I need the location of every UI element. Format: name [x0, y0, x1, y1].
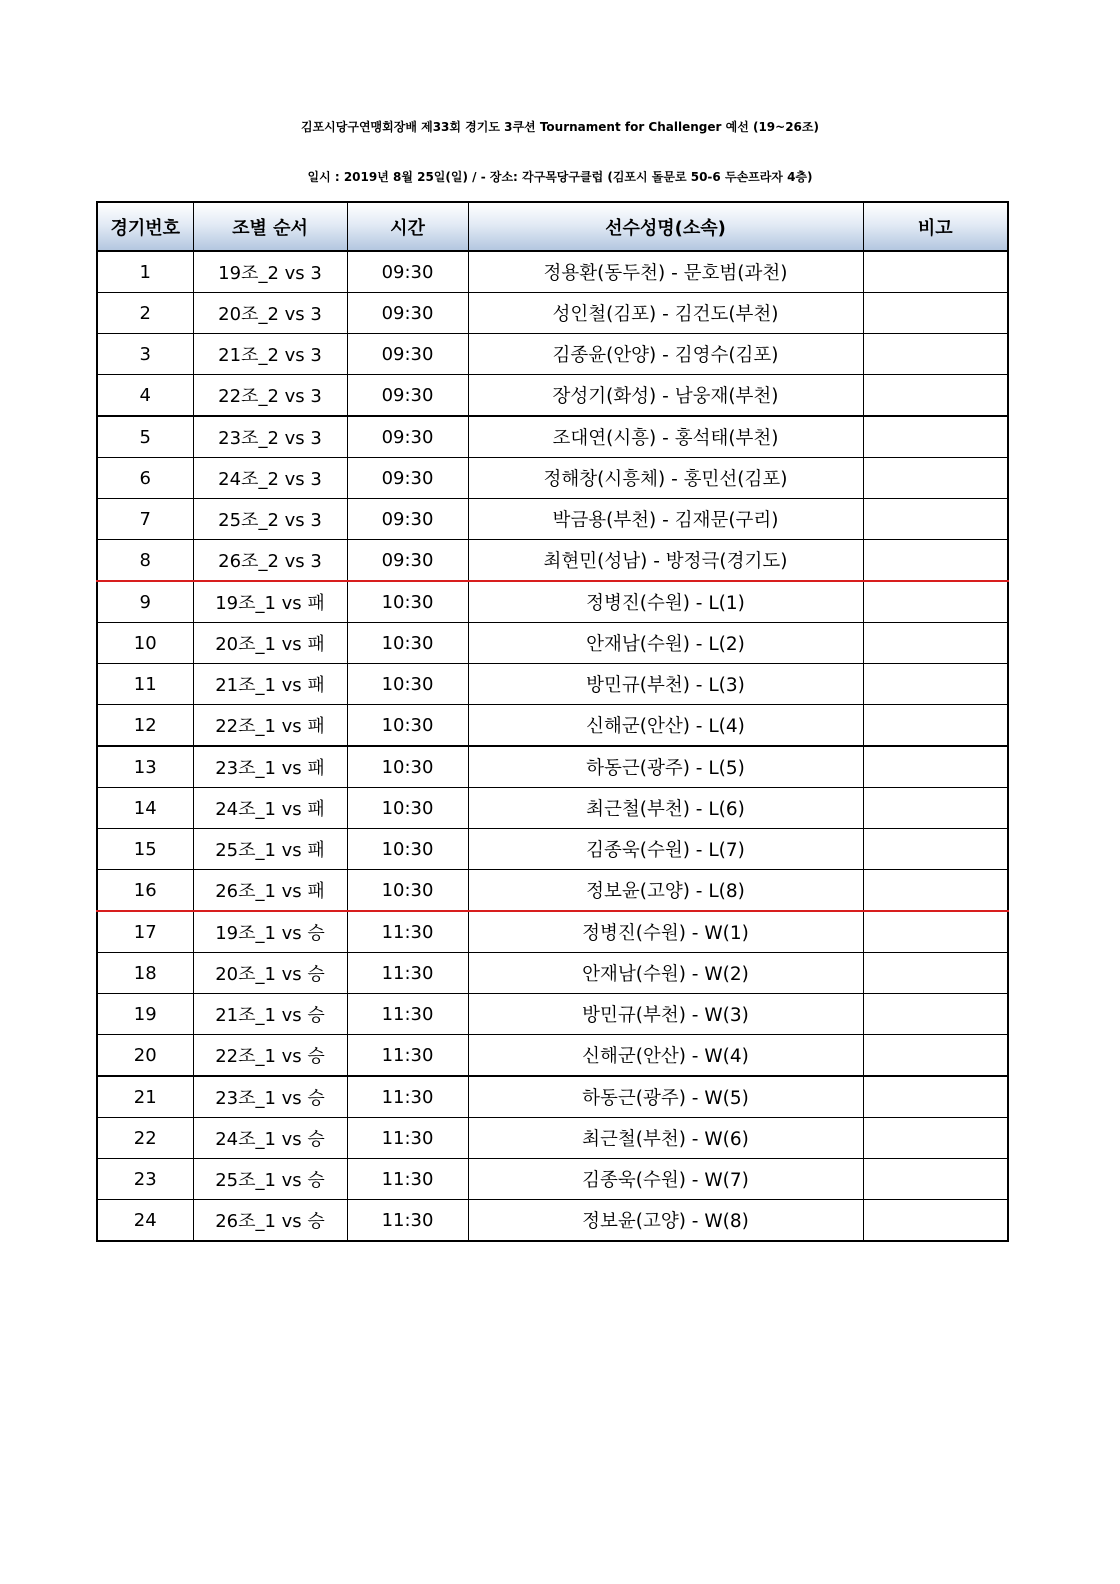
- time-cell: 09:30: [347, 334, 468, 375]
- group-order-cell: 19조_1 vs 승: [193, 911, 347, 953]
- table-row: [97, 788, 1008, 829]
- note-cell: [863, 1200, 1008, 1242]
- match-number-cell: 23: [97, 1159, 193, 1200]
- note-cell: [863, 746, 1008, 788]
- players-cell: 정병진(수원) - W(1): [468, 911, 863, 953]
- time-cell: 11:30: [347, 1200, 468, 1242]
- table-row: [97, 581, 1008, 623]
- time-cell: 11:30: [347, 1035, 468, 1077]
- group-order-cell: 26조_1 vs 승: [193, 1200, 347, 1242]
- match-number-cell: 24: [97, 1200, 193, 1242]
- note-cell: [863, 829, 1008, 870]
- table-row: [97, 664, 1008, 705]
- match-number-cell: 14: [97, 788, 193, 829]
- match-number-cell: 19: [97, 994, 193, 1035]
- table-row: [97, 623, 1008, 664]
- note-cell: [863, 1159, 1008, 1200]
- group-order-cell: 21조_1 vs 패: [193, 664, 347, 705]
- match-number-cell: 2: [97, 293, 193, 334]
- players-cell: 정보윤(고양) - L(8): [468, 870, 863, 912]
- group-order-cell: 20조_1 vs 패: [193, 623, 347, 664]
- note-cell: [863, 911, 1008, 953]
- time-cell: 11:30: [347, 911, 468, 953]
- group-order-cell: 19조_2 vs 3: [193, 251, 347, 293]
- time-cell: 11:30: [347, 994, 468, 1035]
- match-number-cell: 9: [97, 581, 193, 623]
- match-number-cell: 18: [97, 953, 193, 994]
- match-number-cell: 7: [97, 499, 193, 540]
- note-cell: [863, 705, 1008, 747]
- header-row: [97, 202, 1008, 251]
- group-order-cell: 20조_2 vs 3: [193, 293, 347, 334]
- table-row: [97, 1118, 1008, 1159]
- match-number-cell: 15: [97, 829, 193, 870]
- group-order-cell: 20조_1 vs 승: [193, 953, 347, 994]
- players-cell: 정용환(동두천) - 문호범(과천): [468, 251, 863, 293]
- group-order-cell: 23조_1 vs 패: [193, 746, 347, 788]
- match-number-cell: 16: [97, 870, 193, 912]
- note-cell: [863, 416, 1008, 458]
- match-number-cell: 8: [97, 540, 193, 582]
- note-cell: [863, 953, 1008, 994]
- time-cell: 09:30: [347, 375, 468, 417]
- table-row: [97, 1200, 1008, 1242]
- header-time: 시간: [347, 202, 468, 251]
- players-cell: 정해창(시흥체) - 홍민선(김포): [468, 458, 863, 499]
- players-cell: 방민규(부천) - L(3): [468, 664, 863, 705]
- players-cell: 하동근(광주) - W(5): [468, 1076, 863, 1118]
- table-row: [97, 829, 1008, 870]
- group-order-cell: 21조_2 vs 3: [193, 334, 347, 375]
- time-cell: 10:30: [347, 623, 468, 664]
- match-number-cell: 17: [97, 911, 193, 953]
- players-cell: 박금용(부천) - 김재문(구리): [468, 499, 863, 540]
- table-row: [97, 416, 1008, 458]
- time-cell: 11:30: [347, 953, 468, 994]
- note-cell: [863, 870, 1008, 912]
- table-row: [97, 251, 1008, 293]
- note-cell: [863, 458, 1008, 499]
- note-cell: [863, 1118, 1008, 1159]
- note-cell: [863, 251, 1008, 293]
- group-order-cell: 26조_2 vs 3: [193, 540, 347, 582]
- note-cell: [863, 375, 1008, 417]
- time-cell: 09:30: [347, 540, 468, 582]
- table-row: [97, 870, 1008, 912]
- note-cell: [863, 581, 1008, 623]
- players-cell: 방민규(부천) - W(3): [468, 994, 863, 1035]
- players-cell: 정보윤(고양) - W(8): [468, 1200, 863, 1242]
- table-row: [97, 540, 1008, 582]
- group-order-cell: 22조_2 vs 3: [193, 375, 347, 417]
- time-cell: 09:30: [347, 458, 468, 499]
- players-cell: 하동근(광주) - L(5): [468, 746, 863, 788]
- time-cell: 09:30: [347, 499, 468, 540]
- time-cell: 09:30: [347, 416, 468, 458]
- time-cell: 10:30: [347, 829, 468, 870]
- time-cell: 10:30: [347, 705, 468, 747]
- note-cell: [863, 1076, 1008, 1118]
- match-number-cell: 11: [97, 664, 193, 705]
- match-schedule-table: [96, 201, 1009, 1242]
- header-players: 선수성명(소속): [468, 202, 863, 251]
- table-row: [97, 705, 1008, 747]
- players-cell: 김종윤(안양) - 김영수(김포): [468, 334, 863, 375]
- match-number-cell: 3: [97, 334, 193, 375]
- group-order-cell: 23조_1 vs 승: [193, 1076, 347, 1118]
- match-number-cell: 20: [97, 1035, 193, 1077]
- table-row: [97, 499, 1008, 540]
- header-group-order: 조별 순서: [193, 202, 347, 251]
- time-cell: 11:30: [347, 1159, 468, 1200]
- note-cell: [863, 623, 1008, 664]
- table-row: [97, 1076, 1008, 1118]
- header-note: 비고: [863, 202, 1008, 251]
- note-cell: [863, 334, 1008, 375]
- note-cell: [863, 293, 1008, 334]
- group-order-cell: 24조_2 vs 3: [193, 458, 347, 499]
- table-row: [97, 953, 1008, 994]
- note-cell: [863, 540, 1008, 582]
- group-order-cell: 22조_1 vs 패: [193, 705, 347, 747]
- time-cell: 10:30: [347, 581, 468, 623]
- time-cell: 11:30: [347, 1076, 468, 1118]
- table-row: [97, 911, 1008, 953]
- match-number-cell: 12: [97, 705, 193, 747]
- table-row: [97, 293, 1008, 334]
- table-row: [97, 1035, 1008, 1077]
- match-number-cell: 10: [97, 623, 193, 664]
- players-cell: 최근철(부천) - W(6): [468, 1118, 863, 1159]
- document-subtitle: 일시 : 2019년 8월 25일(일) / - 장소: 각구목당구클럽 (김포시 돌문로 50-6 두손프라자 4층): [307, 170, 813, 184]
- players-cell: 최현민(성남) - 방정극(경기도): [468, 540, 863, 582]
- time-cell: 09:30: [347, 293, 468, 334]
- table-row: [97, 334, 1008, 375]
- table-row: [97, 994, 1008, 1035]
- group-order-cell: 22조_1 vs 승: [193, 1035, 347, 1077]
- time-cell: 09:30: [347, 251, 468, 293]
- table-row: [97, 375, 1008, 417]
- group-order-cell: 24조_1 vs 패: [193, 788, 347, 829]
- players-cell: 최근철(부천) - L(6): [468, 788, 863, 829]
- players-cell: 신해군(안산) - W(4): [468, 1035, 863, 1077]
- note-cell: [863, 664, 1008, 705]
- document-title: 김포시당구연맹회장배 제33회 경기도 3쿠션 Tournament for Challenger 예선 (19~26조): [301, 120, 819, 134]
- players-cell: 정병진(수원) - L(1): [468, 581, 863, 623]
- match-number-cell: 21: [97, 1076, 193, 1118]
- players-cell: 안재남(수원) - W(2): [468, 953, 863, 994]
- table-row: [97, 458, 1008, 499]
- note-cell: [863, 499, 1008, 540]
- players-cell: 김종욱(수원) - L(7): [468, 829, 863, 870]
- match-number-cell: 13: [97, 746, 193, 788]
- time-cell: 10:30: [347, 664, 468, 705]
- players-cell: 성인철(김포) - 김건도(부천): [468, 293, 863, 334]
- header-match-number: 경기번호: [97, 202, 193, 251]
- group-order-cell: 25조_1 vs 패: [193, 829, 347, 870]
- time-cell: 10:30: [347, 746, 468, 788]
- group-order-cell: 23조_2 vs 3: [193, 416, 347, 458]
- players-cell: 김종욱(수원) - W(7): [468, 1159, 863, 1200]
- note-cell: [863, 1035, 1008, 1077]
- match-number-cell: 1: [97, 251, 193, 293]
- group-order-cell: 25조_1 vs 승: [193, 1159, 347, 1200]
- note-cell: [863, 994, 1008, 1035]
- group-order-cell: 21조_1 vs 승: [193, 994, 347, 1035]
- time-cell: 11:30: [347, 1118, 468, 1159]
- players-cell: 안재남(수원) - L(2): [468, 623, 863, 664]
- group-order-cell: 26조_1 vs 패: [193, 870, 347, 912]
- group-order-cell: 24조_1 vs 승: [193, 1118, 347, 1159]
- match-number-cell: 6: [97, 458, 193, 499]
- players-cell: 신해군(안산) - L(4): [468, 705, 863, 747]
- group-order-cell: 25조_2 vs 3: [193, 499, 347, 540]
- table-row: [97, 1159, 1008, 1200]
- time-cell: 10:30: [347, 870, 468, 912]
- match-number-cell: 4: [97, 375, 193, 417]
- match-number-cell: 5: [97, 416, 193, 458]
- note-cell: [863, 788, 1008, 829]
- match-number-cell: 22: [97, 1118, 193, 1159]
- players-cell: 장성기(화성) - 남웅재(부천): [468, 375, 863, 417]
- time-cell: 10:30: [347, 788, 468, 829]
- players-cell: 조대연(시흥) - 홍석태(부천): [468, 416, 863, 458]
- group-order-cell: 19조_1 vs 패: [193, 581, 347, 623]
- table-row: [97, 746, 1008, 788]
